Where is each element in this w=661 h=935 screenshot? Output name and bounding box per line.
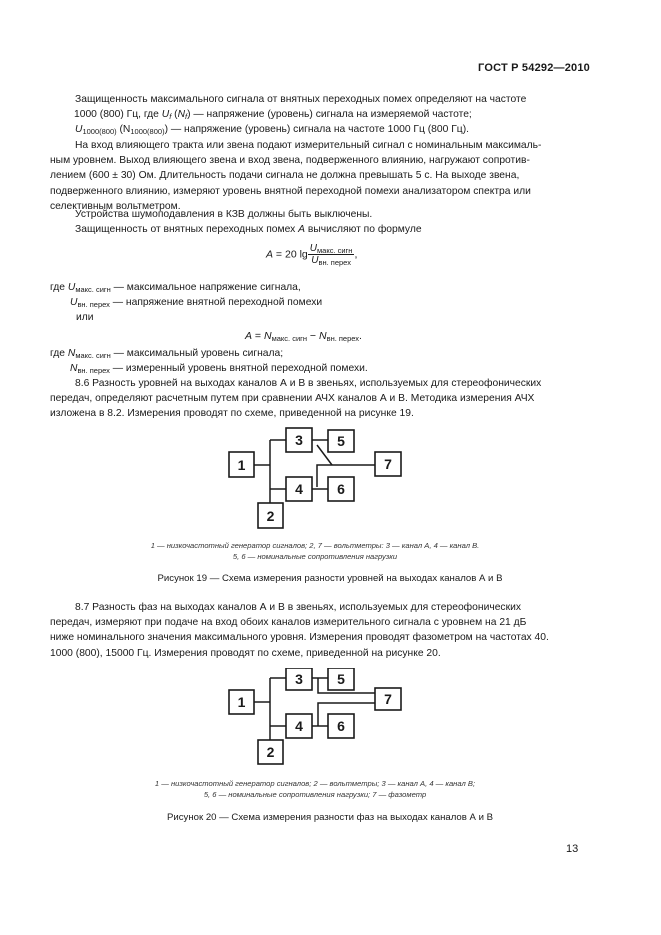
text-line: или	[76, 312, 94, 324]
paragraph-8-7	[50, 600, 583, 661]
text-line: лением (600 ± 30) Ом. Длительность подачи сигнала не должна превышать 5 с. На выходе звена,	[50, 170, 520, 182]
text-line: подверженного влиянию, измеряют уровень внятной переходной помехи анализатором спектра или	[50, 185, 531, 197]
text-line: ниже номинального значения максимального уровня. Измерения проводят фазометром на частотах 40.	[50, 632, 549, 644]
text-line: передач, измеряют при подаче на вход обоих каналов измерительного сигнала с уровнем на 21 дБ	[50, 617, 527, 629]
text-line: 1000 (800) Гц, где $U_f$ $(N_f)$ — напряжение (уровень) сигнала на измеряемой частоте;	[74, 109, 472, 122]
block-label: 2	[266, 744, 275, 760]
formula-legend-voltage	[50, 280, 570, 326]
legend-line: 5, 6 — номинальные сопротивления нагрузки; 7 — фазометр	[203, 790, 427, 799]
text-line: Защищенность максимального сигнала от внятных переходных помех определяют на частоте	[75, 94, 527, 105]
formula-crosstalk-voltage: A = 20 lg $\frac{U_{макс. сигн}}{U_{вн. перех}}$ ,	[266, 243, 358, 267]
block-label: 7	[384, 691, 392, 707]
legend-line: 1 — низкочастотный генератор сигналов; 2, 7 — вольтметры: 3 — канал А, 4 — канал В.	[150, 541, 480, 550]
block-label: 7	[384, 456, 392, 472]
legend-line: 5, 6 — номинальные сопротивления нагрузки	[232, 552, 398, 561]
figure-20-caption: Рисунок 20 — Схема измерения разности фаз на выходах каналов А и В	[166, 812, 494, 823]
text-line: изложена в 8.2. Измерения проводят по схеме, приведенной на рисунке 19.	[50, 408, 414, 420]
paragraph-crosstalk-definition	[75, 92, 583, 138]
block-label: 6	[337, 481, 345, 497]
block-label: 1	[237, 694, 246, 710]
block-label: 6	[337, 718, 345, 734]
figure-19-caption: Рисунок 19 — Схема измерения разности уровней на выходах каналов А и В	[157, 573, 503, 584]
text-line: На вход влияющего тракта или звена подают измерительный сигнал с номинальным максималь-	[75, 140, 542, 151]
paragraph-noise-reduction	[75, 207, 583, 222]
figure-19-legend	[90, 540, 540, 562]
legend-line: 1 — низкочастотный генератор сигналов; 2 — вольтметры; 3 — канал А, 4 — канал В;	[154, 779, 476, 788]
document-code: ГОСТ Р 54292—2010	[478, 62, 590, 74]
text-line: Защищенность от внятных переходных помех A вычисляют по формуле	[75, 224, 422, 235]
figure-20-legend	[90, 778, 540, 800]
text-line: $U_{вн. перех}$ — напряжение внятной переходной помехи	[70, 297, 323, 310]
block-label: 4	[295, 481, 303, 497]
text-line: где $N_{макс. сигн}$ — максимальный уровень сигнала;	[50, 348, 284, 360]
text-line: ным уровнем. Выход влияющего звена и вход звена, подверженного влиянию, нагружают сопротив-	[50, 155, 530, 167]
block-label: 3	[295, 432, 303, 448]
formula-crosstalk-level: $A = N_{макс. сигн} - N_{вн. перех}$.	[245, 330, 362, 343]
text-line: 1000 (800), 15000 Гц. Измерения проводят по схеме, приведенной на рисунке 20.	[50, 647, 441, 659]
text-line: передач, определяют расчетным путем при сравнении АЧХ каналов А и В. Методика измерения АЧХ	[50, 393, 535, 405]
block-label: 3	[295, 671, 303, 687]
page-number: 13	[566, 843, 579, 855]
text-line: где $U_{макс. сигн}$ — максимальное напряжение сигнала,	[50, 282, 301, 294]
paragraph-8-6	[50, 376, 583, 422]
text-line: Устройства шумоподавления в КЗВ должны быть выключены.	[75, 209, 373, 220]
text-line: 8.6 Разность уровней на выходах каналов А и В в звеньях, используемых для стереофонических	[75, 378, 542, 389]
block-label: 2	[266, 508, 275, 524]
block-label: 1	[237, 457, 246, 473]
text-line: 8.7 Разность фаз на выходах каналов А и В в звеньях, используемых для стереофонических	[75, 602, 521, 613]
block-label: 4	[295, 718, 303, 734]
text-line: селективным вольтметром.	[50, 200, 181, 212]
figure-19-diagram	[225, 425, 405, 530]
paragraph-formula-intro	[75, 222, 583, 237]
paragraph-measurement-procedure	[50, 138, 583, 214]
block-label: 5	[337, 433, 345, 449]
block-label: 5	[337, 671, 345, 687]
figure-20-diagram	[225, 668, 405, 773]
text-line: $N_{вн. перех}$ — измеренный уровень внятной переходной помехи.	[70, 363, 368, 376]
formula-legend-level	[50, 346, 570, 376]
text-line: $U_{1000(800)}$ $(N_{1000(800)})$ — напряжение (уровень) сигнала на частоте 1000 Гц (800 Гц).	[75, 124, 469, 137]
